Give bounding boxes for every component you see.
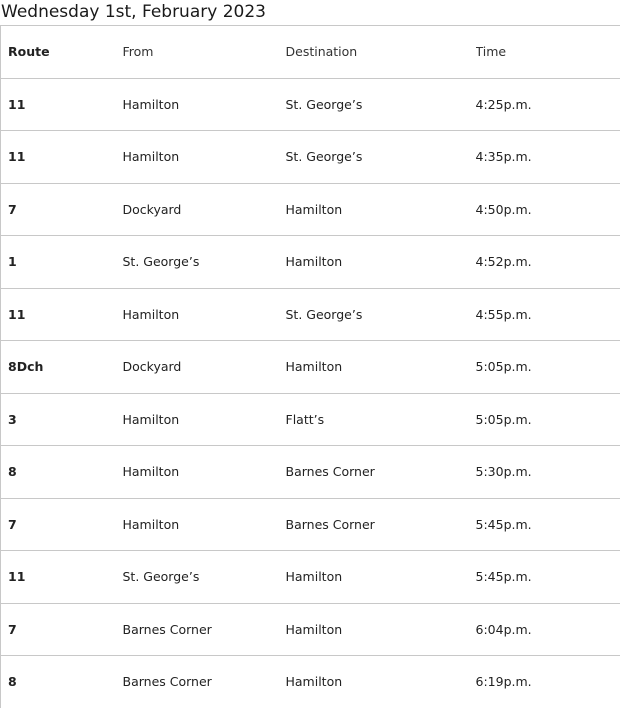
time-cell: 4:52p.m. — [476, 236, 620, 289]
schedule-table — [0, 25, 620, 708]
time-cell: 5:45p.m. — [476, 551, 620, 604]
page-title: Wednesday 1st, February 2023 — [1, 2, 266, 22]
destination-cell: St. George’s — [286, 288, 476, 341]
column-header-route: Route — [1, 26, 123, 79]
destination-cell: St. George’s — [286, 131, 476, 184]
time-cell: 4:55p.m. — [476, 288, 620, 341]
destination-cell: Flatt’s — [286, 393, 476, 446]
time-cell: 6:19p.m. — [476, 656, 620, 708]
from-cell: Hamilton — [123, 131, 286, 184]
destination-cell: Barnes Corner — [286, 446, 476, 499]
route-cell: 8 — [1, 656, 123, 708]
destination-cell: Hamilton — [286, 236, 476, 289]
table-row — [1, 183, 620, 236]
destination-cell: Hamilton — [286, 341, 476, 394]
from-cell: Hamilton — [123, 498, 286, 551]
time-cell: 6:04p.m. — [476, 603, 620, 656]
from-cell: Hamilton — [123, 446, 286, 499]
from-cell: Dockyard — [123, 183, 286, 236]
time-cell: 5:45p.m. — [476, 498, 620, 551]
table-row — [1, 393, 620, 446]
route-cell: 3 — [1, 393, 123, 446]
table-row — [1, 603, 620, 656]
from-cell: Hamilton — [123, 288, 286, 341]
table-row — [1, 288, 620, 341]
route-cell: 11 — [1, 78, 123, 131]
time-cell: 4:35p.m. — [476, 131, 620, 184]
time-cell: 5:05p.m. — [476, 341, 620, 394]
destination-cell: Barnes Corner — [286, 498, 476, 551]
table-row — [1, 78, 620, 131]
route-cell: 11 — [1, 131, 123, 184]
route-cell: 7 — [1, 183, 123, 236]
from-cell: Hamilton — [123, 78, 286, 131]
from-cell: St. George’s — [123, 236, 286, 289]
route-cell: 7 — [1, 498, 123, 551]
time-cell: 4:50p.m. — [476, 183, 620, 236]
time-cell: 4:25p.m. — [476, 78, 620, 131]
table-row — [1, 656, 620, 708]
destination-cell: Hamilton — [286, 551, 476, 604]
route-cell: 11 — [1, 551, 123, 604]
table-header-row — [1, 26, 620, 79]
from-cell: Hamilton — [123, 393, 286, 446]
route-cell: 7 — [1, 603, 123, 656]
route-cell: 1 — [1, 236, 123, 289]
table-row — [1, 236, 620, 289]
from-cell: Barnes Corner — [123, 656, 286, 708]
column-header-destination: Destination — [286, 26, 476, 79]
route-cell: 11 — [1, 288, 123, 341]
destination-cell: Hamilton — [286, 183, 476, 236]
time-cell: 5:05p.m. — [476, 393, 620, 446]
route-cell: 8Dch — [1, 341, 123, 394]
table-row — [1, 446, 620, 499]
route-cell: 8 — [1, 446, 123, 499]
destination-cell: St. George’s — [286, 78, 476, 131]
destination-cell: Hamilton — [286, 603, 476, 656]
table-row — [1, 498, 620, 551]
column-header-time: Time — [476, 26, 620, 79]
time-cell: 5:30p.m. — [476, 446, 620, 499]
column-header-from: From — [123, 26, 286, 79]
from-cell: Barnes Corner — [123, 603, 286, 656]
from-cell: St. George’s — [123, 551, 286, 604]
table-row — [1, 341, 620, 394]
from-cell: Dockyard — [123, 341, 286, 394]
destination-cell: Hamilton — [286, 656, 476, 708]
table-row — [1, 551, 620, 604]
table-row — [1, 131, 620, 184]
